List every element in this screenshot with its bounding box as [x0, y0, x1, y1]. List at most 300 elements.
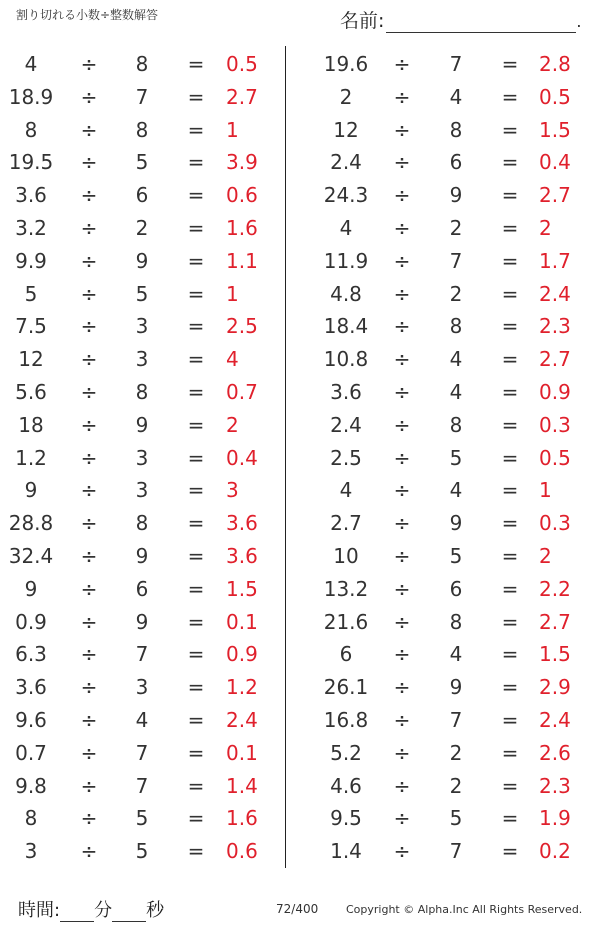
- equals-sign: =: [501, 806, 519, 831]
- dividend: 0.9: [15, 609, 47, 634]
- problem-row: [0, 737, 285, 770]
- dividend: 1.2: [15, 445, 47, 470]
- equals-sign: =: [501, 675, 519, 700]
- dividend: 4: [339, 215, 353, 240]
- problem-row: [0, 802, 285, 835]
- problem-row: [300, 770, 600, 803]
- divide-sign: ÷: [393, 740, 411, 765]
- divisor: 7: [135, 642, 149, 667]
- divide-sign: ÷: [393, 412, 411, 437]
- problem-row: [0, 48, 285, 81]
- time-label: 時間:: [18, 900, 61, 921]
- divide-sign: ÷: [393, 248, 411, 273]
- dividend: 4: [24, 52, 38, 76]
- equals-sign: =: [187, 806, 205, 831]
- divide-sign: ÷: [393, 379, 411, 404]
- answer: 1: [226, 281, 239, 306]
- dividend: 3.6: [330, 379, 362, 404]
- divide-sign: ÷: [393, 117, 411, 142]
- problem-row: [300, 179, 600, 212]
- equals-sign: =: [187, 412, 205, 437]
- dividend: 21.6: [323, 609, 369, 634]
- equals-sign: =: [187, 215, 205, 240]
- divide-sign: ÷: [80, 347, 98, 372]
- equals-sign: =: [501, 478, 519, 503]
- equals-sign: =: [501, 379, 519, 404]
- equals-sign: =: [187, 511, 205, 536]
- dividend: 5.6: [15, 379, 47, 404]
- answer: 2.4: [539, 281, 571, 306]
- divide-sign: ÷: [80, 576, 98, 601]
- divide-sign: ÷: [80, 314, 98, 339]
- answer: 0.1: [226, 609, 258, 634]
- problem-row: [300, 638, 600, 671]
- problem-row: [0, 179, 285, 212]
- equals-sign: =: [501, 183, 519, 208]
- equals-sign: =: [187, 150, 205, 175]
- divisor: 4: [449, 347, 463, 372]
- divide-sign: ÷: [80, 412, 98, 437]
- minutes-label: 分: [94, 900, 113, 921]
- divisor: 9: [135, 609, 149, 634]
- divisor: 8: [449, 117, 463, 142]
- answer: 1.5: [539, 642, 571, 667]
- divisor: 4: [449, 379, 463, 404]
- divisor: 7: [449, 248, 463, 273]
- divide-sign: ÷: [80, 707, 98, 732]
- equals-sign: =: [501, 52, 519, 76]
- dividend: 6: [339, 642, 353, 667]
- answer: 1.5: [226, 576, 258, 601]
- divisor: 4: [135, 707, 149, 732]
- answer: 3.9: [226, 150, 258, 175]
- name-blank-line: [386, 12, 576, 33]
- divisor: 8: [135, 511, 149, 536]
- problem-row: [300, 671, 600, 704]
- divide-sign: ÷: [80, 543, 98, 568]
- divide-sign: ÷: [393, 281, 411, 306]
- divisor: 5: [449, 806, 463, 831]
- problem-row: [0, 507, 285, 540]
- equals-sign: =: [187, 84, 205, 109]
- divide-sign: ÷: [80, 609, 98, 634]
- dividend: 10.8: [323, 347, 369, 372]
- answer: 0.9: [539, 379, 571, 404]
- problem-row: [0, 638, 285, 671]
- problem-row: [0, 278, 285, 311]
- equals-sign: =: [501, 511, 519, 536]
- equals-sign: =: [187, 314, 205, 339]
- problem-row: [0, 212, 285, 245]
- problem-row: [0, 606, 285, 639]
- problem-row: [300, 606, 600, 639]
- problem-row: [300, 540, 600, 573]
- answer: 1.7: [539, 248, 571, 273]
- divisor: 8: [135, 52, 149, 76]
- divide-sign: ÷: [393, 183, 411, 208]
- divide-sign: ÷: [80, 773, 98, 798]
- problem-row: [0, 442, 285, 475]
- divisor: 9: [449, 183, 463, 208]
- answer: 2: [539, 543, 552, 568]
- answer: 0.5: [226, 52, 258, 76]
- dividend: 2.5: [330, 445, 362, 470]
- answer: 2.3: [539, 314, 571, 339]
- answer: 0.1: [226, 740, 258, 765]
- problem-row: [0, 343, 285, 376]
- answer: 1.5: [539, 117, 571, 142]
- equals-sign: =: [187, 839, 205, 864]
- equals-sign: =: [187, 248, 205, 273]
- divide-sign: ÷: [393, 543, 411, 568]
- dividend: 18: [18, 412, 44, 437]
- minutes-blank: [60, 903, 94, 922]
- dividend: 18.9: [8, 84, 54, 109]
- divisor: 5: [135, 150, 149, 175]
- equals-sign: =: [501, 314, 519, 339]
- equals-sign: =: [187, 478, 205, 503]
- answer: 4: [226, 347, 239, 372]
- dividend: 12: [333, 117, 359, 142]
- equals-sign: =: [501, 347, 519, 372]
- answer: 1.4: [226, 773, 258, 798]
- divisor: 8: [449, 412, 463, 437]
- divisor: 8: [449, 609, 463, 634]
- dividend: 4.8: [330, 281, 362, 306]
- dividend: 12: [18, 347, 44, 372]
- problem-row: [0, 671, 285, 704]
- problem-row: [300, 245, 600, 278]
- divide-sign: ÷: [393, 609, 411, 634]
- equals-sign: =: [187, 347, 205, 372]
- time-field: [18, 896, 164, 920]
- problem-row: [300, 474, 600, 507]
- equals-sign: =: [501, 707, 519, 732]
- divisor: 3: [135, 347, 149, 372]
- equals-sign: =: [501, 117, 519, 142]
- divisor: 6: [135, 183, 149, 208]
- equals-sign: =: [187, 740, 205, 765]
- divide-sign: ÷: [393, 576, 411, 601]
- problem-row: [300, 507, 600, 540]
- problem-row: [0, 835, 285, 868]
- answer: 1.9: [539, 806, 571, 831]
- dividend: 18.4: [323, 314, 369, 339]
- equals-sign: =: [501, 150, 519, 175]
- equals-sign: =: [187, 642, 205, 667]
- answer: 0.2: [539, 839, 571, 864]
- divide-sign: ÷: [393, 215, 411, 240]
- problem-row: [0, 770, 285, 803]
- answer: 2.4: [539, 707, 571, 732]
- divide-sign: ÷: [393, 773, 411, 798]
- dividend: 6.3: [15, 642, 47, 667]
- answer: 0.5: [539, 445, 571, 470]
- equals-sign: =: [501, 839, 519, 864]
- divide-sign: ÷: [80, 740, 98, 765]
- answer: 2.3: [539, 773, 571, 798]
- divide-sign: ÷: [393, 347, 411, 372]
- equals-sign: =: [501, 543, 519, 568]
- divide-sign: ÷: [393, 84, 411, 109]
- answer: 0.6: [226, 839, 258, 864]
- answer: 0.6: [226, 183, 258, 208]
- divisor: 9: [135, 248, 149, 273]
- divide-sign: ÷: [80, 806, 98, 831]
- divide-sign: ÷: [80, 281, 98, 306]
- problem-row: [0, 81, 285, 114]
- divisor: 4: [449, 84, 463, 109]
- dividend: 13.2: [323, 576, 369, 601]
- equals-sign: =: [187, 445, 205, 470]
- dividend: 5: [24, 281, 38, 306]
- problems-left-column: [0, 48, 285, 868]
- answer: 0.3: [539, 412, 571, 437]
- divisor: 2: [135, 215, 149, 240]
- dividend: 3: [24, 839, 38, 864]
- divisor: 8: [135, 379, 149, 404]
- divisor: 3: [135, 314, 149, 339]
- divisor: 5: [449, 445, 463, 470]
- equals-sign: =: [501, 576, 519, 601]
- dividend: 2.4: [330, 150, 362, 175]
- problem-row: [300, 376, 600, 409]
- divisor: 5: [135, 839, 149, 864]
- answer: 3.6: [226, 511, 258, 536]
- divisor: 7: [135, 740, 149, 765]
- divide-sign: ÷: [393, 314, 411, 339]
- divisor: 3: [135, 675, 149, 700]
- answer: 2.2: [539, 576, 571, 601]
- divisor: 7: [449, 707, 463, 732]
- divide-sign: ÷: [80, 642, 98, 667]
- problem-row: [300, 835, 600, 868]
- dividend: 2.7: [330, 511, 362, 536]
- problem-row: [0, 146, 285, 179]
- dividend: 32.4: [8, 543, 54, 568]
- equals-sign: =: [501, 84, 519, 109]
- answer: 2: [539, 215, 552, 240]
- equals-sign: =: [187, 773, 205, 798]
- divisor: 6: [135, 576, 149, 601]
- answer: 0.4: [539, 150, 571, 175]
- answer: 1: [226, 117, 239, 142]
- dividend: 4: [339, 478, 353, 503]
- name-field: [340, 6, 582, 33]
- dividend: 8: [24, 117, 38, 142]
- divide-sign: ÷: [80, 511, 98, 536]
- divide-sign: ÷: [393, 707, 411, 732]
- answer: 1: [539, 478, 552, 503]
- divide-sign: ÷: [393, 511, 411, 536]
- divisor: 9: [135, 412, 149, 437]
- answer: 2.8: [539, 52, 571, 76]
- divisor: 9: [135, 543, 149, 568]
- divisor: 5: [135, 806, 149, 831]
- dividend: 9.9: [15, 248, 47, 273]
- divide-sign: ÷: [80, 379, 98, 404]
- problem-row: [300, 114, 600, 147]
- page-number: 72/400: [276, 902, 319, 916]
- divisor: 7: [449, 839, 463, 864]
- seconds-blank: [112, 903, 146, 922]
- divide-sign: ÷: [80, 150, 98, 175]
- answer: 1.2: [226, 675, 258, 700]
- divide-sign: ÷: [393, 675, 411, 700]
- equals-sign: =: [501, 215, 519, 240]
- name-end-dot: .: [576, 12, 582, 31]
- dividend: 9: [24, 576, 38, 601]
- answer: 2.7: [539, 609, 571, 634]
- problem-row: [0, 573, 285, 606]
- divisor: 4: [449, 642, 463, 667]
- divide-sign: ÷: [80, 675, 98, 700]
- dividend: 7.5: [15, 314, 47, 339]
- divisor: 2: [449, 773, 463, 798]
- equals-sign: =: [187, 281, 205, 306]
- divisor: 9: [449, 511, 463, 536]
- dividend: 4.6: [330, 773, 362, 798]
- problem-row: [0, 376, 285, 409]
- problem-row: [300, 146, 600, 179]
- dividend: 5.2: [330, 740, 362, 765]
- equals-sign: =: [187, 183, 205, 208]
- answer: 3.6: [226, 543, 258, 568]
- equals-sign: =: [187, 379, 205, 404]
- equals-sign: =: [501, 281, 519, 306]
- answer: 0.4: [226, 445, 258, 470]
- divisor: 5: [449, 543, 463, 568]
- divisor: 6: [449, 150, 463, 175]
- answer: 2.9: [539, 675, 571, 700]
- equals-sign: =: [501, 248, 519, 273]
- dividend: 9: [24, 478, 38, 503]
- problem-row: [300, 802, 600, 835]
- divide-sign: ÷: [80, 117, 98, 142]
- dividend: 19.5: [8, 150, 54, 175]
- worksheet-title: 割り切れる小数÷整数解答: [16, 8, 159, 22]
- divisor: 2: [449, 281, 463, 306]
- dividend: 9.6: [15, 707, 47, 732]
- answer: 0.5: [539, 84, 571, 109]
- answer: 2.7: [226, 84, 258, 109]
- dividend: 2: [339, 84, 353, 109]
- dividend: 9.5: [330, 806, 362, 831]
- dividend: 3.2: [15, 215, 47, 240]
- dividend: 26.1: [323, 675, 369, 700]
- answer: 1.6: [226, 806, 258, 831]
- divide-sign: ÷: [393, 839, 411, 864]
- equals-sign: =: [187, 52, 205, 76]
- copyright-text: Copyright © Alpha.Inc All Rights Reserved.: [346, 903, 583, 916]
- equals-sign: =: [187, 576, 205, 601]
- problem-row: [0, 540, 285, 573]
- divide-sign: ÷: [80, 248, 98, 273]
- divisor: 5: [135, 281, 149, 306]
- equals-sign: =: [501, 773, 519, 798]
- answer: 2.7: [539, 347, 571, 372]
- problem-row: [0, 409, 285, 442]
- divide-sign: ÷: [80, 52, 98, 76]
- divide-sign: ÷: [393, 445, 411, 470]
- divisor: 4: [449, 478, 463, 503]
- divisor: 7: [135, 773, 149, 798]
- name-label: 名前:: [340, 10, 385, 32]
- dividend: 10: [333, 543, 359, 568]
- divide-sign: ÷: [393, 52, 411, 76]
- divide-sign: ÷: [80, 215, 98, 240]
- divisor: 2: [449, 215, 463, 240]
- problem-row: [0, 704, 285, 737]
- dividend: 11.9: [323, 248, 369, 273]
- equals-sign: =: [501, 412, 519, 437]
- equals-sign: =: [187, 117, 205, 142]
- problem-row: [0, 245, 285, 278]
- dividend: 8: [24, 806, 38, 831]
- divide-sign: ÷: [393, 806, 411, 831]
- dividend: 28.8: [8, 511, 54, 536]
- dividend: 3.6: [15, 183, 47, 208]
- answer: 1.1: [226, 248, 258, 273]
- divisor: 6: [449, 576, 463, 601]
- problem-row: [0, 114, 285, 147]
- problem-row: [300, 737, 600, 770]
- equals-sign: =: [501, 740, 519, 765]
- answer: 2.4: [226, 707, 258, 732]
- divide-sign: ÷: [80, 84, 98, 109]
- problem-row: [0, 474, 285, 507]
- answer: 2.6: [539, 740, 571, 765]
- problem-row: [300, 573, 600, 606]
- divisor: 3: [135, 478, 149, 503]
- seconds-label: 秒: [146, 900, 165, 921]
- answer: 0.9: [226, 642, 258, 667]
- problems-right-column: [300, 48, 600, 868]
- dividend: 1.4: [330, 839, 362, 864]
- equals-sign: =: [501, 642, 519, 667]
- problem-row: [300, 343, 600, 376]
- answer: 0.7: [226, 379, 258, 404]
- divide-sign: ÷: [80, 839, 98, 864]
- equals-sign: =: [187, 675, 205, 700]
- equals-sign: =: [187, 707, 205, 732]
- divide-sign: ÷: [80, 445, 98, 470]
- equals-sign: =: [187, 543, 205, 568]
- problem-row: [300, 704, 600, 737]
- problem-row: [300, 310, 600, 343]
- answer: 1.6: [226, 215, 258, 240]
- divisor: 7: [135, 84, 149, 109]
- problem-row: [300, 48, 600, 81]
- divide-sign: ÷: [393, 478, 411, 503]
- problem-row: [300, 212, 600, 245]
- divide-sign: ÷: [80, 183, 98, 208]
- divisor: 8: [135, 117, 149, 142]
- divisor: 2: [449, 740, 463, 765]
- dividend: 24.3: [323, 183, 369, 208]
- equals-sign: =: [501, 445, 519, 470]
- problem-row: [300, 442, 600, 475]
- answer: 0.3: [539, 511, 571, 536]
- divide-sign: ÷: [393, 642, 411, 667]
- answer: 3: [226, 478, 239, 503]
- dividend: 16.8: [323, 707, 369, 732]
- dividend: 2.4: [330, 412, 362, 437]
- divide-sign: ÷: [80, 478, 98, 503]
- divisor: 8: [449, 314, 463, 339]
- problem-row: [300, 409, 600, 442]
- problem-row: [0, 310, 285, 343]
